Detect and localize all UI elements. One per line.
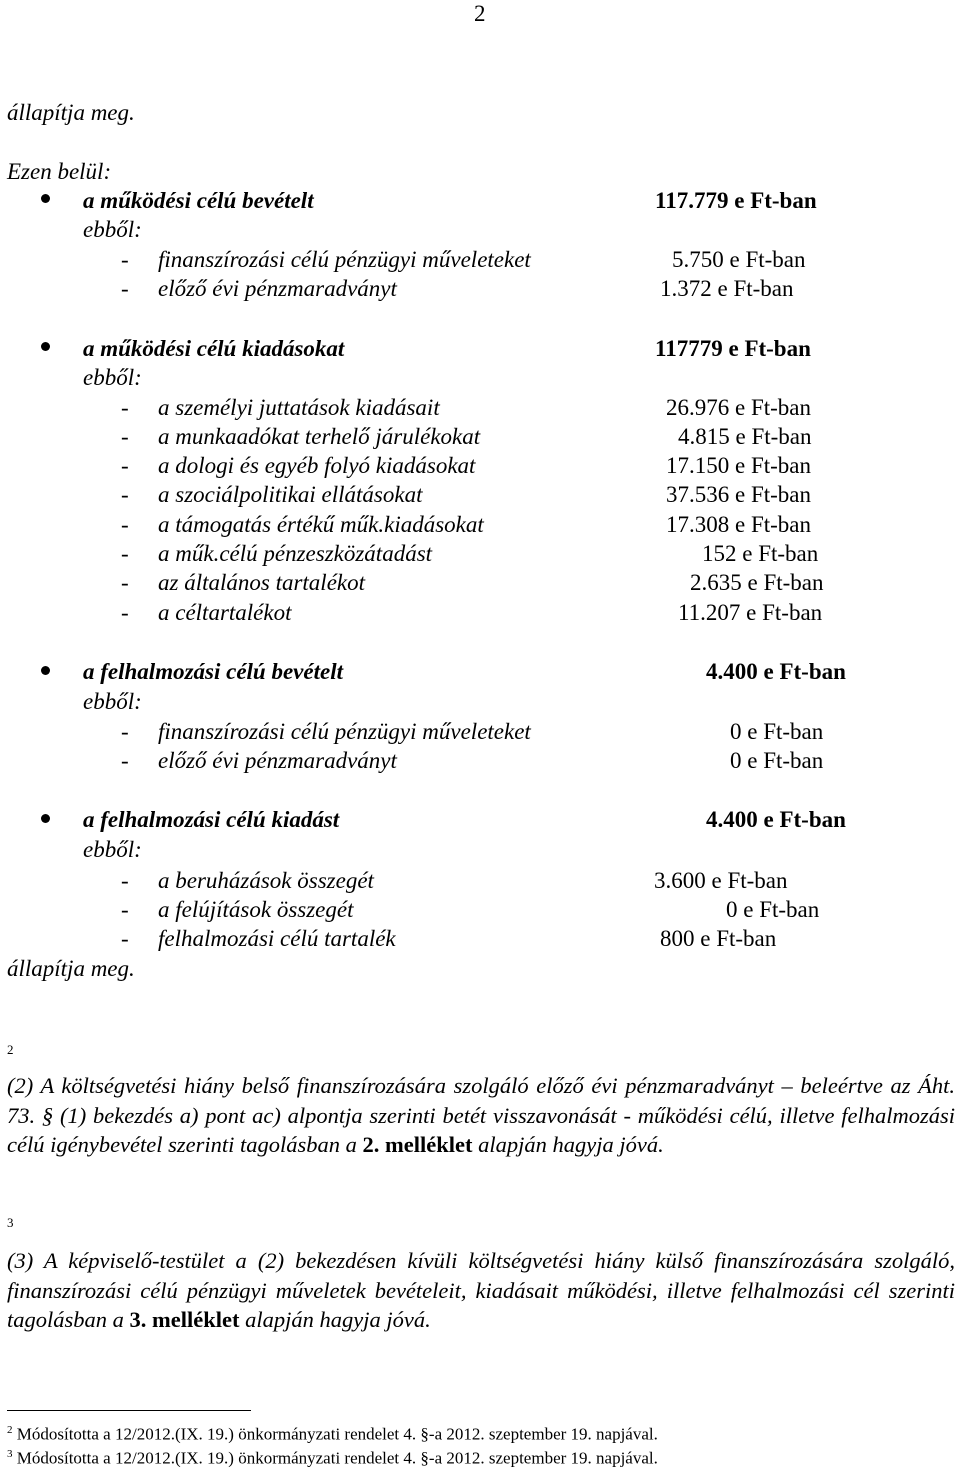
- section-title: a felhalmozási célú kiadást: [83, 807, 340, 832]
- footnote-separator: [7, 1410, 251, 1411]
- footnote: $^2$ Módosította a 12/2012.(IX. 19.) önkormányzati rendelet 4. §-a 2012. szeptember 19. napjával.: [7, 1424, 658, 1444]
- sub-label: ebből:: [83, 837, 142, 862]
- footnote: $^3$ Módosította a 12/2012.(IX. 19.) önkormányzati rendelet 4. §-a 2012. szeptember 19. napjával.: [7, 1448, 658, 1468]
- bullet-icon: [41, 814, 50, 823]
- paragraph-3: (3) A képviselő-testület a (2) bekezdésen kívüli költségvetési hiány külső finanszírozására szolgáló, finanszírozási célú pénzügyi műveletek bevételeit, kiadásait működési, illetve felhalmozási cél szerinti tagolásban a 3. melléklet alapján hagyja jóvá.: [7, 1248, 955, 1332]
- page-number: 2: [474, 1, 486, 26]
- paragraph-2: (2) A költségvetési hiány belső finanszírozására szolgáló előző évi pénzmaradványt – beleértve az Áht. 73. § (1) bekezdés a) pont ac) alpontja szerinti betét visszavonását - működési célú, illetve felhalmozási célú igénybevétel szerinti tagolásban a 2. melléklet alapján hagyja jóvá.: [7, 1073, 955, 1157]
- section-amount: 4.400 e Ft-ban: [706, 659, 846, 684]
- section-amount: 117779 e Ft-ban: [655, 336, 811, 361]
- bullet-icon: [41, 666, 50, 675]
- note-marker: 3: [7, 1215, 14, 1230]
- within-label: Ezen belül:: [7, 159, 112, 184]
- sub-label: ebből:: [83, 365, 142, 390]
- bullet-icon: [41, 194, 50, 203]
- section-title: a működési célú bevételt: [83, 188, 314, 213]
- sub-label: ebből:: [83, 689, 142, 714]
- section-amount: 4.400 e Ft-ban: [706, 807, 846, 832]
- section-amount: 117.779 e Ft-ban: [655, 188, 817, 213]
- section-title: a működési célú kiadásokat: [83, 336, 345, 361]
- bullet-icon: [41, 342, 50, 351]
- closing-text: állapítja meg.: [7, 956, 135, 981]
- section-title: a felhalmozási célú bevételt: [83, 659, 343, 684]
- sub-label: ebből:: [83, 217, 142, 242]
- intro-text: állapítja meg.: [7, 100, 135, 125]
- note-marker: 2: [7, 1042, 14, 1057]
